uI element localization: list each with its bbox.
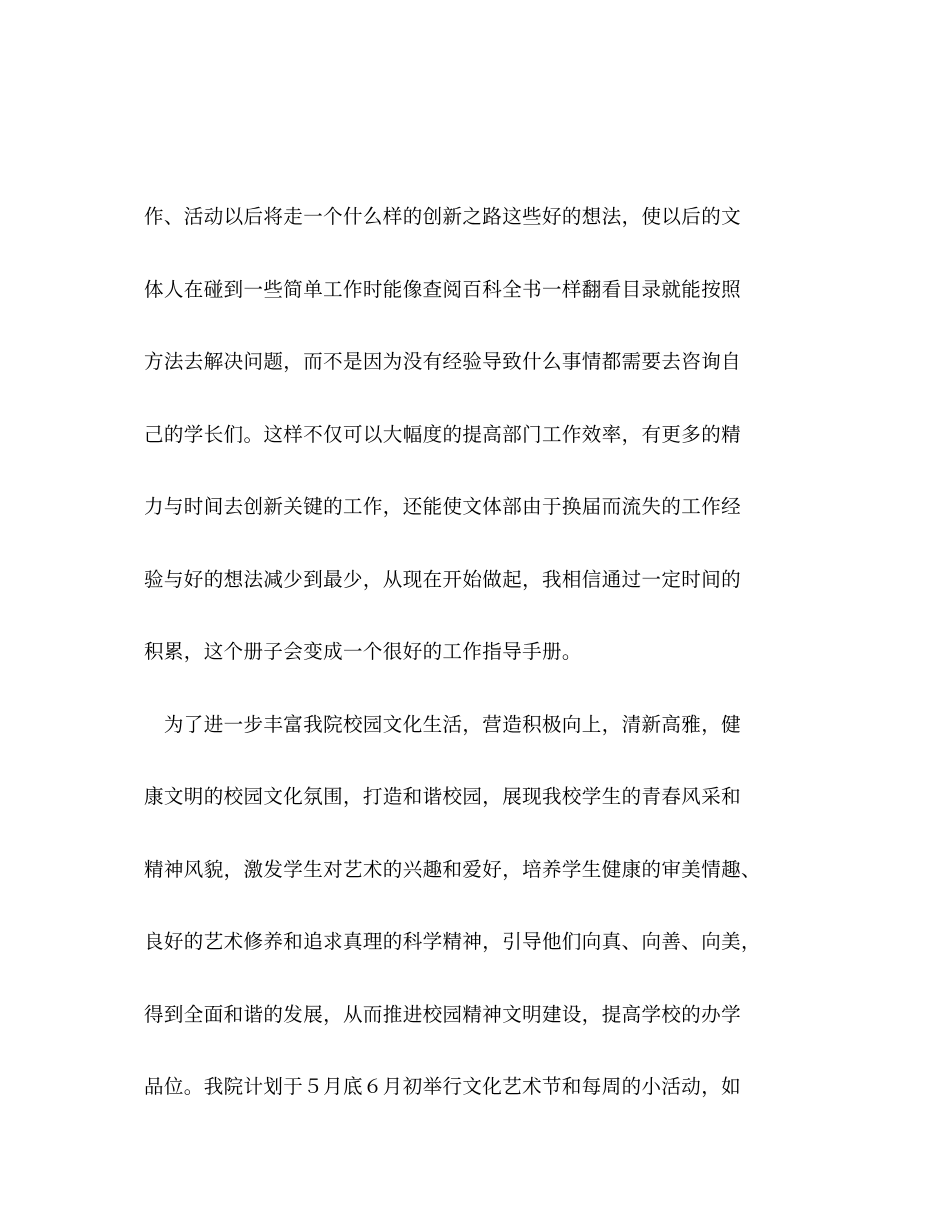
text-line: 品位。我院计划于５月底６月初举行文化艺术节和每周的小活动，如	[144, 1075, 742, 1098]
text-line: 己的学长们。这样不仅可以大幅度的提高部门工作效率，有更多的精	[144, 422, 742, 446]
text-line: 为了进一步丰富我院校园文化生活，营造积极向上，清新高雅，健	[144, 712, 742, 736]
text-line: 方法去解决问题，而不是因为没有经验导致什么事情都需要去咨询自	[144, 350, 742, 373]
text-line: 得到全面和谐的发展，从而推进校园精神文明建设，提高学校的办学	[144, 1002, 742, 1026]
body-text	[144, 197, 824, 1140]
text-line: 积累，这个册子会变成一个很好的工作指导手册。	[144, 640, 582, 663]
text-line: 良好的艺术修养和追求真理的科学精神，引导他们向真、向善、向美，	[144, 930, 761, 953]
text-line: 作、活动以后将走一个什么样的创新之路这些好的想法，使以后的文	[144, 205, 742, 228]
text-line: 验与好的想法减少到最少，从现在开始做起，我相信通过一定时间的	[144, 567, 742, 591]
text-line: 力与时间去创新关键的工作，还能使文体部由于换届而流失的工作经	[144, 495, 742, 518]
text-line: 体人在碰到一些简单工作时能像查阅百科全书一样翻看目录就能按照	[144, 277, 742, 301]
text-line: 康文明的校园文化氛围，打造和谐校园，展现我校学生的青春风采和	[144, 785, 742, 808]
text-line: 精神风貌，激发学生对艺术的兴趣和爱好，培养学生健康的审美情趣、	[144, 857, 761, 881]
